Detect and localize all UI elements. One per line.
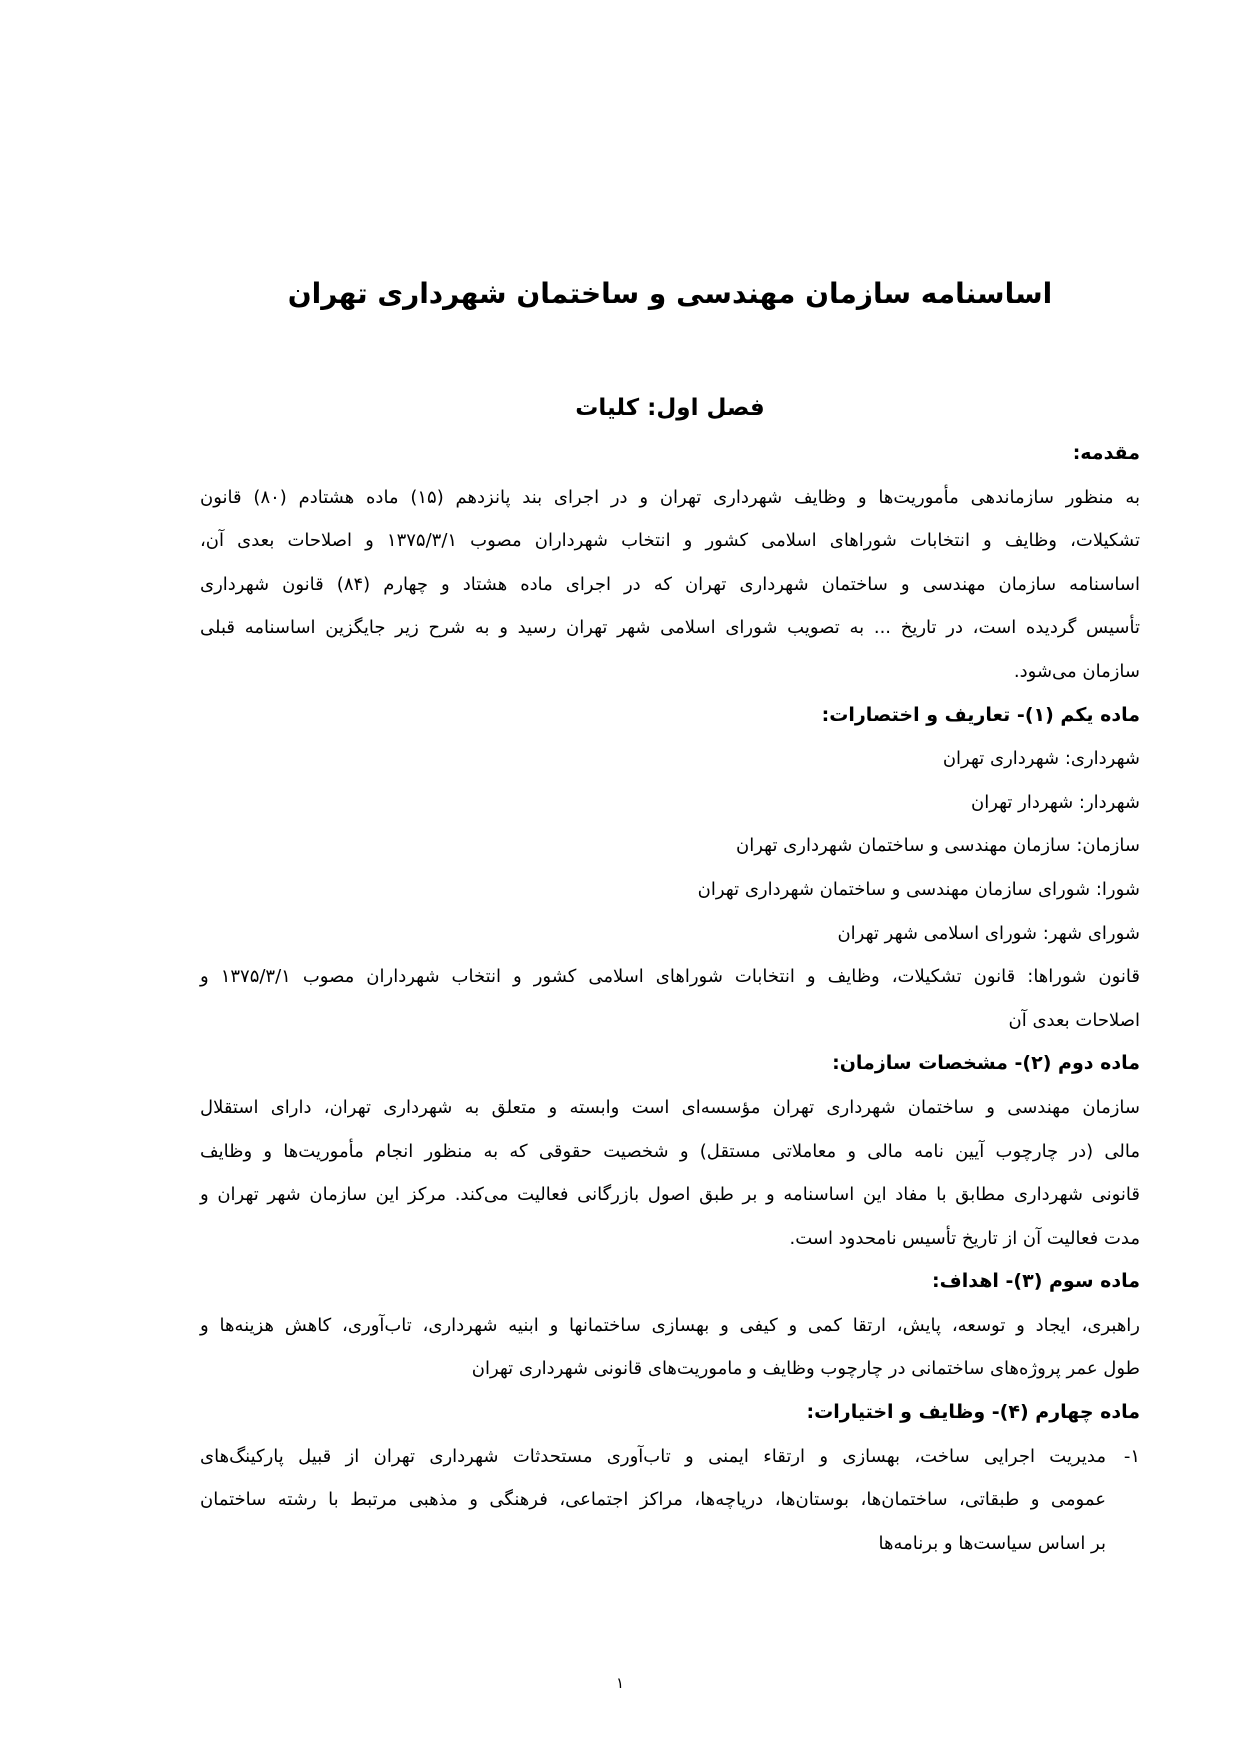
list-item-line: بر اساس سیاست‌ها و برنامه‌ها <box>878 1532 1106 1554</box>
article-2-paragraph-line: قانونی شهرداری مطابق با مفاد این اساسنامه و بر طبق اصول بازرگانی فعالیت می‌کند. مرکز این سازمان شهر تهران و <box>200 1184 1140 1206</box>
article-3-paragraph-line: طول عمر پروژه‌های ساختمانی در چارچوب وظایف و ماموریت‌های قانونی شهرداری تهران <box>471 1358 1140 1380</box>
intro-paragraph-line: اساسنامه سازمان مهندسی و ساختمان شهرداری تهران که در اجرای ماده هشتاد و چهارم (۸۴) قانون شهرداری <box>200 573 1140 595</box>
intro-heading: مقدمه: <box>1072 442 1140 464</box>
list-item-line: عمومی و طبقاتی، ساختمان‌ها، بوستان‌ها، دریاچه‌ها، مراکز اجتماعی، فرهنگی و مذهبی مرتبط با رشته ساختمان <box>200 1489 1106 1511</box>
intro-paragraph-line: تشکیلات، وظایف و انتخابات شوراهای اسلامی کشور و انتخاب شهرداران مصوب ۱۳۷۵/۳/۱ و اصلاحات بعدی آن، <box>200 530 1141 552</box>
chapter-heading: فصل اول: کلیات <box>575 395 765 421</box>
intro-paragraph-line: تأسیس گردیده است، در تاریخ ... به تصویب شورای اسلامی شهر تهران رسید و به شرح زیر جایگزین اساسنامه قبلی <box>200 617 1140 639</box>
article-4-heading: ماده چهارم (۴)- وظایف و اختیارات: <box>806 1401 1140 1424</box>
article-1-heading: ماده یکم (۱)- تعاریف و اختصارات: <box>821 703 1140 726</box>
definition-line: شهرداری: شهرداری تهران <box>942 748 1140 770</box>
list-item-line: مدیریت اجرایی ساخت، بهسازی و ارتقاء ایمنی و تاب‌آوری مستحدثات شهرداری تهران از قبیل پارکینگ‌های <box>200 1445 1106 1467</box>
intro-paragraph-line: سازمان می‌شود. <box>1013 660 1140 682</box>
definition-line: شورای شهر: شورای اسلامی شهر تهران <box>837 922 1140 944</box>
definition-line: سازمان: سازمان مهندسی و ساختمان شهرداری تهران <box>736 835 1140 857</box>
doc-title: اساسنامه سازمان مهندسی و ساختمان شهرداری تهران <box>287 277 1053 310</box>
intro-paragraph-line: به منظور سازماندهی مأموریت‌ها و وظایف شهرداری تهران و در اجرای بند پانزدهم (۱۵) ماده هشتادم (۸۰) قانون <box>200 486 1140 508</box>
definition-line: شورا: شورای سازمان مهندسی و ساختمان شهرداری تهران <box>697 878 1140 900</box>
article-2-paragraph-line: سازمان مهندسی و ساختمان شهرداری تهران مؤسسه‌ای است وابسته و متعلق به شهرداری تهران، دارای استقلال <box>200 1096 1140 1118</box>
list-item-1 <box>200 1435 1140 1566</box>
document-content <box>200 0 1140 1565</box>
definition-line: اصلاحات بعدی آن <box>1008 1009 1140 1031</box>
page-number: ۱ <box>615 1674 625 1692</box>
article-2-paragraph-line: مدت فعالیت آن از تاریخ تأسیس نامحدود است. <box>789 1227 1140 1249</box>
document-body <box>200 432 1140 1565</box>
article-2-paragraph-line: مالی (در چارچوب آیین نامه مالی و معاملاتی مستقل) و شخصیت حقوقی که به منظور انجام مأموریت‌ها و وظایف <box>200 1140 1140 1162</box>
article-2-heading: ماده دوم (۲)- مشخصات سازمان: <box>832 1052 1140 1075</box>
definition-line: شهردار: شهردار تهران <box>970 791 1140 813</box>
list-item-marker: ۱- <box>1123 1445 1140 1467</box>
list-item-text <box>200 1435 1106 1566</box>
definition-line: قانون شوراها: قانون تشکیلات، وظایف و انتخابات شوراهای اسلامی کشور و انتخاب شهرداران مصوب ۱۳۷۵/۳/۱ و <box>200 966 1140 988</box>
article-3-paragraph-line: راهبری، ایجاد و توسعه، پایش، ارتقا کمی و کیفی و بهسازی ساختمانها و ابنیه شهرداری، تاب‌آوری، کاهش هزینه‌ها و <box>200 1314 1140 1336</box>
article-3-heading: ماده سوم (۳)- اهداف: <box>932 1270 1140 1293</box>
